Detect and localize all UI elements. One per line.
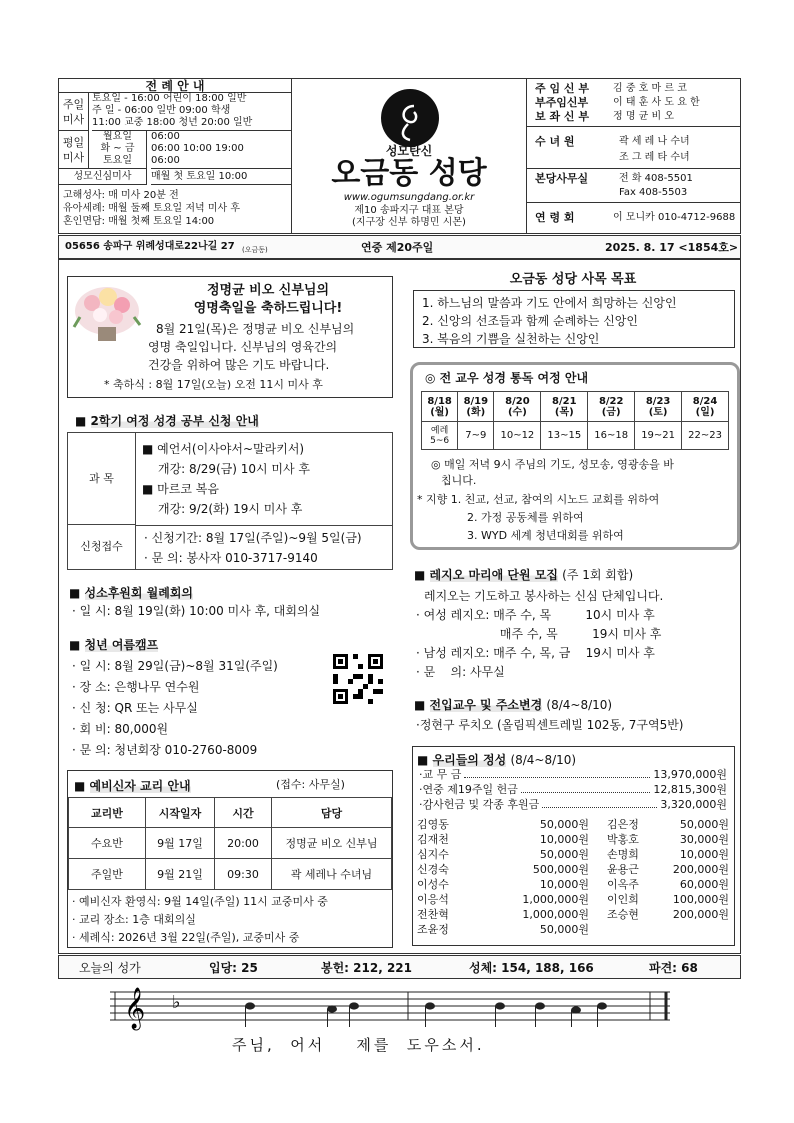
legio-line [416,625,661,644]
course-2 [142,479,310,499]
bible-date-cell: 8/24 (일) [682,392,729,422]
donor-row [417,847,729,862]
pastoral-goal: 2. 신앙의 선조들과 함께 순례하는 신앙인 [422,314,638,328]
camp-title-text: 청년 여름캠프 [84,638,159,652]
committee-title [69,584,193,601]
donor-name: 심지수 [417,848,449,861]
catechumen-title [74,777,191,794]
donor-row [417,832,729,847]
section-bullet-icon: ■ [414,568,430,582]
bible-prayer-2: 칩니다. [441,474,477,487]
section-bullet-icon: ■ [69,586,85,600]
sacrament-note: 혼인면담: 매월 첫째 토요일 14:00 [63,216,215,227]
offering-title [417,751,576,768]
donor-amount: 10,000원 [539,878,589,891]
weekday-time: 06:00 [151,155,180,166]
feast-note: * 축하식 : 8월 17일(오늘) 오전 11시 미사 후 [104,378,323,391]
study-title [75,412,259,429]
donor-name: 김재천 [417,833,449,846]
catechumen-note-text: 세례식: 2026년 3월 22일(주일), 교중미사 중 [79,931,300,944]
offering-label: 연중 제19주일 헌금 [422,783,518,796]
study-courses [142,439,310,519]
parish-emblem-icon [380,88,440,148]
course-1 [142,439,310,459]
bible-date-cell: 8/21 (목) [541,392,588,422]
donor-name: 이인희 [607,893,639,906]
catechumen-note-text: 교리 장소: 1층 대회의실 [79,913,196,926]
weekday-time: 06:00 10:00 19:00 [151,143,244,154]
sacrament-note: 유아세례: 매월 둘째 토요일 저녁 미사 후 [63,203,241,214]
bible-date-cell: 8/23 (토) [635,392,682,422]
committee-line-text: 일 시: 8월 19일(화) 10:00 미사 후, 대회의실 [79,604,321,618]
section-bullet-icon: ■ [414,698,430,712]
pastoral-goal: 1. 하느님의 말씀과 기도 안에서 희망하는 신앙인 [422,296,677,310]
donor-list [417,817,729,937]
bible-reading-section [410,362,740,550]
donor-name: 이성수 [417,878,449,891]
offering-item: · 교 무 금 13,970,000원 [419,768,727,781]
hymn-dismissal: 파견: 68 [649,961,698,975]
catechumen-note: · 세례식: 2026년 3월 22일(주일), 교중미사 중 [72,931,300,944]
donor-row [417,892,729,907]
donor-amount: 1,000,000원 [522,908,589,921]
offering-period: (8/4~8/10) [510,753,577,767]
bible-prayer: ◎ 매일 저녁 9시 주님의 기도, 성모송, 영광송을 바 [431,458,674,471]
qr-code-icon[interactable] [333,654,383,704]
sunday-mass-label: 주일 미사 [59,93,89,131]
bible-chapter-cell: 19~21 [635,422,682,450]
course-bullet-icon: ■ [142,482,158,496]
legio-line: · 문 의: 사무실 [416,665,505,679]
course-1-name: 예언서(이사야서~말라키서) [157,442,305,456]
offering-amount: 12,815,300원 [653,783,727,796]
donor-row [417,907,729,922]
bible-intention: 3. WYD 세계 청년대회를 위하여 [467,529,624,542]
weekday-day: 화 ~ 금 [100,143,135,154]
bible-intention: 2. 가정 공동체를 위하여 [467,511,584,524]
staff-name: 이 태 훈 사 도 요 한 [613,97,700,108]
offering-title-text: 우리들의 정성 [432,753,507,767]
course-bullet-icon: ■ [142,442,158,456]
catechumen-note: · 예비신자 환영식: 9월 14일(주일) 11시 교중미사 중 [72,895,328,908]
study-table [67,432,393,570]
staff-role: 보 좌 신 부 [535,110,589,123]
offering-label: 교 무 금 [422,768,462,781]
marian-mass-label: 성모신심미사 [59,169,147,185]
legio-line: · 여성 레지오: 매주 수, 목 10시 미사 후 [416,608,655,622]
weekday-day: 토요일 [103,155,132,166]
parish-name: 오금동 성당 [331,156,487,191]
donor-name: 조윤정 [417,923,449,936]
donor-amount: 200,000원 [672,908,729,921]
donor-amount: 10,000원 [679,848,729,861]
bible-schedule-table [421,391,729,449]
study-subject-label: 과 목 [68,433,136,525]
staff-name: 조 그 레 타 수녀 [619,152,690,163]
donor-name: 손명희 [607,848,639,861]
course-2-date: 개강: 9/2(화) 19시 미사 후 [158,502,303,516]
study-row-divider [136,525,393,526]
staff-name: 이 모니카 010-4712-9688 [613,212,736,223]
newcomers-title [414,696,612,713]
bible-date-cell: 8/20 (수) [494,392,541,422]
staff-role: 주 임 신 부 [535,82,589,95]
pastoral-title: 오금동 성당 사목 목표 [509,272,637,287]
staff-name: 곽 세 레 나 수녀 [619,136,690,147]
bible-intention: * 지향 1. 친교, 선교, 참여의 시노드 교회를 위하여 [417,493,660,506]
course-1-date: 개강: 8/29(금) 10시 미사 후 [158,462,311,476]
bible-date-cell: 8/19 (화) [458,392,494,422]
donor-name: 김영동 [417,818,449,831]
camp-title [69,636,158,653]
study-period-text: 신청기간: 8월 17일(주일)~9월 5일(금) [151,531,362,545]
staff-name: 전 화 408-5501 [619,173,693,184]
course-2-name: 마르코 복음 [157,482,219,496]
class-name: 주일반 [69,859,146,890]
camp-line: · 장 소: 은행나무 연수원 [72,680,200,694]
legio-line-text: 여성 레지오: 매주 수, 목 10시 미사 후 [423,608,655,622]
legio-title [414,566,633,583]
donor-amount: 50,000원 [679,818,729,831]
col-header: 담당 [272,798,392,828]
music-score-icon [110,982,670,1032]
donor-row [417,877,729,892]
camp-line: · 문 의: 청년회장 010-2760-8009 [72,743,258,757]
study-apply-label: 신청접수 [68,525,136,569]
sacrament-notes [63,189,291,228]
donor-row [417,922,729,937]
catechumen-contact: (접수: 사무실) [276,778,345,791]
study-contact-text: 문 의: 봉사자 010-3717-9140 [151,551,318,565]
donor-name: 김은정 [607,818,639,831]
donor-amount: 200,000원 [672,863,729,876]
section-bullet-icon: ■ [417,753,433,767]
start-date: 9월 21일 [146,859,215,890]
music-staff [110,982,670,1032]
donor-amount: 50,000원 [539,848,589,861]
bible-date-cell: 8/18 (월) [422,392,458,422]
section-bullet-icon: ■ [75,414,91,428]
staff-name: 정 명 균 비 오 [613,111,675,122]
start-date: 9월 17일 [146,828,215,859]
class-leader: 정명균 비오 신부님 [272,828,392,859]
section-bullet-icon: ■ [74,779,90,793]
bible-title: ◎ 전 교우 성경 통독 여정 안내 [425,371,589,385]
catechumen-section [67,770,393,948]
parish-address-sub: (오금동) [242,246,268,254]
staff-role: 연 령 회 [535,211,575,224]
donor-name: 이응석 [417,893,449,906]
legio-line-text: 남성 레지오: 매주 수, 목, 금 19시 미사 후 [423,646,655,660]
weekday-mass-times [151,131,291,169]
offering-section [412,746,735,946]
legio-line-text: 문 의: 사무실 [423,665,505,679]
feast-title-1: 정명균 비오 신부님의 [206,283,330,298]
hymn-entrance: 입당: 25 [209,961,258,975]
legio-title-text: 레지오 마리애 단원 모집 [429,568,558,582]
donor-amount: 1,000,000원 [522,893,589,906]
class-time: 20:00 [215,828,272,859]
bible-chapter-cell: 22~23 [682,422,729,450]
sunday-line: 주 일 - 06:00 일반 09:00 학생 [92,105,231,116]
feast-day-notice [67,276,393,398]
weekday-time: 06:00 [151,131,180,142]
class-time: 09:30 [215,859,272,890]
legio-intro: 레지오는 기도하고 봉사하는 신심 단체입니다. [424,589,664,603]
svg-text:𝄞: 𝄞 [124,988,146,1029]
parish-district: 제10 송파지구 대표 본당 [354,205,464,216]
legio-title-sub: (주 1회 회합) [562,568,634,582]
newcomer-line: ·정현구 루치오 (올림픽센트레빌 102동, 7구역5반) [416,718,684,732]
pastoral-goal: 3. 복음의 기쁨을 실천하는 신앙인 [422,332,600,346]
catechumen-table [68,797,392,889]
bible-chapter-row [422,422,729,450]
sunday-line: 토요일 - 16:00 어린이 18:00 일반 [92,93,247,104]
camp-line: · 신 청: QR 또는 사무실 [72,701,198,715]
newcomers-period: (8/4~8/10) [546,698,613,712]
flower-bouquet-icon [72,283,142,343]
offering-item: · 연중 제19주일 헌금 12,815,300원 [419,783,727,796]
bible-chapter-cell: 10~12 [494,422,541,450]
camp-line-text: 신 청: QR 또는 사무실 [79,701,198,715]
staff-divider [527,126,740,127]
camp-line-text: 회 비: 80,000원 [79,722,169,736]
study-title-text: 2학기 여정 성경 공부 신청 안내 [90,414,259,428]
donor-row [417,862,729,877]
bible-date-cell: 8/22 (금) [588,392,635,422]
feast-title-2: 영명축일을 축하드립니다! [193,301,343,316]
donor-amount: 30,000원 [679,833,729,846]
newcomers-title-text: 전입교우 및 주소변경 [429,698,543,712]
music-lyrics: 주님, 어서 제를 도우소서. [232,1036,485,1054]
committee-line: · 일 시: 8월 19일(화) 10:00 미사 후, 대회의실 [72,604,321,618]
liturgical-week: 연중 제20주일 [361,241,434,254]
donor-name: 이옥주 [607,878,639,891]
catechumen-note-text: 예비신자 환영식: 9월 14일(주일) 11시 교중미사 중 [79,895,328,908]
study-contact: · 문 의: 봉사자 010-3717-9140 [144,551,318,565]
catechumen-notes [72,893,328,947]
hymn-bar [58,955,741,979]
hymn-label: 오늘의 성가 [79,961,141,975]
feast-line: 8월 21일(목)은 정명균 비오 신부님의 [156,322,355,336]
committee-title-text: 성소후원회 월례회의 [84,586,194,600]
hymn-communion: 성체: 154, 188, 166 [469,961,594,975]
bulletin-date: 2025. 8. 17 <1854호> [605,241,739,254]
legio-line: · 남성 레지오: 매주 수, 목, 금 19시 미사 후 [416,646,655,660]
donor-amount: 10,000원 [539,833,589,846]
col-header: 교리반 [69,798,146,828]
worship-title: 전 례 안 내 [59,79,291,93]
weekday-mass-days [89,131,147,169]
camp-line-text: 일 시: 8월 29일(금)~8월 31일(주일) [79,659,278,673]
feast-line: 영명 축일입니다. 신부님의 영육간의 [148,340,338,354]
class-leader: 곽 세레나 수녀님 [272,859,392,890]
staff-role: 부주임신부 [535,96,589,109]
bible-chapter-cell: 13~15 [541,422,588,450]
weekday-day: 월요일 [103,131,132,142]
legio-schedule [416,606,661,682]
donor-name: 전찬혁 [417,908,449,921]
offering-label: 감사헌금 및 각종 후원금 [422,798,540,811]
section-bullet-icon: ■ [69,638,85,652]
hymn-offertory: 봉헌: 212, 221 [321,961,412,975]
donor-name: 윤용근 [607,863,639,876]
feast-line: 건강을 위하여 많은 기도 바랍니다. [148,358,330,372]
parish-subtitle: 성모탄신 [385,144,433,158]
parish-address: 05656 송파구 위례성대로22나길 27 [65,241,235,252]
sunday-line: 11:00 교중 18:00 청년 20:00 일반 [92,117,253,128]
col-header: 시간 [215,798,272,828]
marian-mass-time: 매월 첫 토요일 10:00 [151,169,291,185]
sunday-mass-times [92,93,291,131]
staff-directory [527,79,740,233]
donor-name: 신경숙 [417,863,449,876]
pastoral-goals [413,290,735,348]
worship-guide [59,79,291,233]
catechumen-note: · 교리 장소: 1층 대회의실 [72,913,196,926]
bible-chapter-cell: 7~9 [458,422,494,450]
donor-name: 박홍호 [607,833,639,846]
donor-amount: 50,000원 [539,923,589,936]
bible-chapter-cell: 예레 5~6 [422,422,458,450]
donor-amount: 500,000원 [532,863,589,876]
parish-logo [380,88,440,148]
donor-amount: 100,000원 [672,893,729,906]
col-header: 시작일자 [146,798,215,828]
offering-item: · 감사헌금 및 각종 후원금 3,320,000원 [419,798,727,811]
offering-amount: 13,970,000원 [653,768,727,781]
weekday-mass-label: 평일 미사 [59,131,89,169]
camp-line: · 회 비: 80,000원 [72,722,169,736]
class-name: 수요반 [69,828,146,859]
staff-role: 수 녀 원 [535,135,575,148]
catechumen-title-text: 예비신자 교리 안내 [89,779,191,793]
staff-name: 김 중 호 마 르 코 [613,83,687,94]
table-row [69,828,392,859]
bible-chapter-cell: 16~18 [588,422,635,450]
offering-totals [419,767,727,812]
sacrament-note: 고해성사: 매 미사 20분 전 [63,190,179,201]
svg-text:♭: ♭ [172,992,181,1013]
donor-row [417,817,729,832]
district-priest: (지구장 신부 하명민 시몬) [352,217,466,228]
parish-url[interactable]: www.ogumsungdang.or.kr [343,192,475,203]
donor-amount: 60,000원 [679,878,729,891]
staff-divider [527,202,740,203]
staff-role: 본당사무실 [535,172,589,185]
staff-name: Fax 408-5503 [619,187,688,198]
donor-name: 조승현 [607,908,639,921]
camp-line: · 일 시: 8월 29일(금)~8월 31일(주일) [72,659,278,673]
camp-line-text: 문 의: 청년회장 010-2760-8009 [79,743,258,757]
legio-line-text: 매주 수, 목 19시 미사 후 [423,627,662,641]
study-period: · 신청기간: 8월 17일(주일)~9월 5일(금) [144,531,362,545]
bible-date-row [422,392,729,422]
camp-details [72,656,278,761]
camp-line-text: 장 소: 은행나무 연수원 [79,680,200,694]
donor-amount: 50,000원 [539,818,589,831]
table-row [69,859,392,890]
staff-divider [527,168,740,169]
info-bar [58,235,741,259]
offering-amount: 3,320,000원 [660,798,727,811]
